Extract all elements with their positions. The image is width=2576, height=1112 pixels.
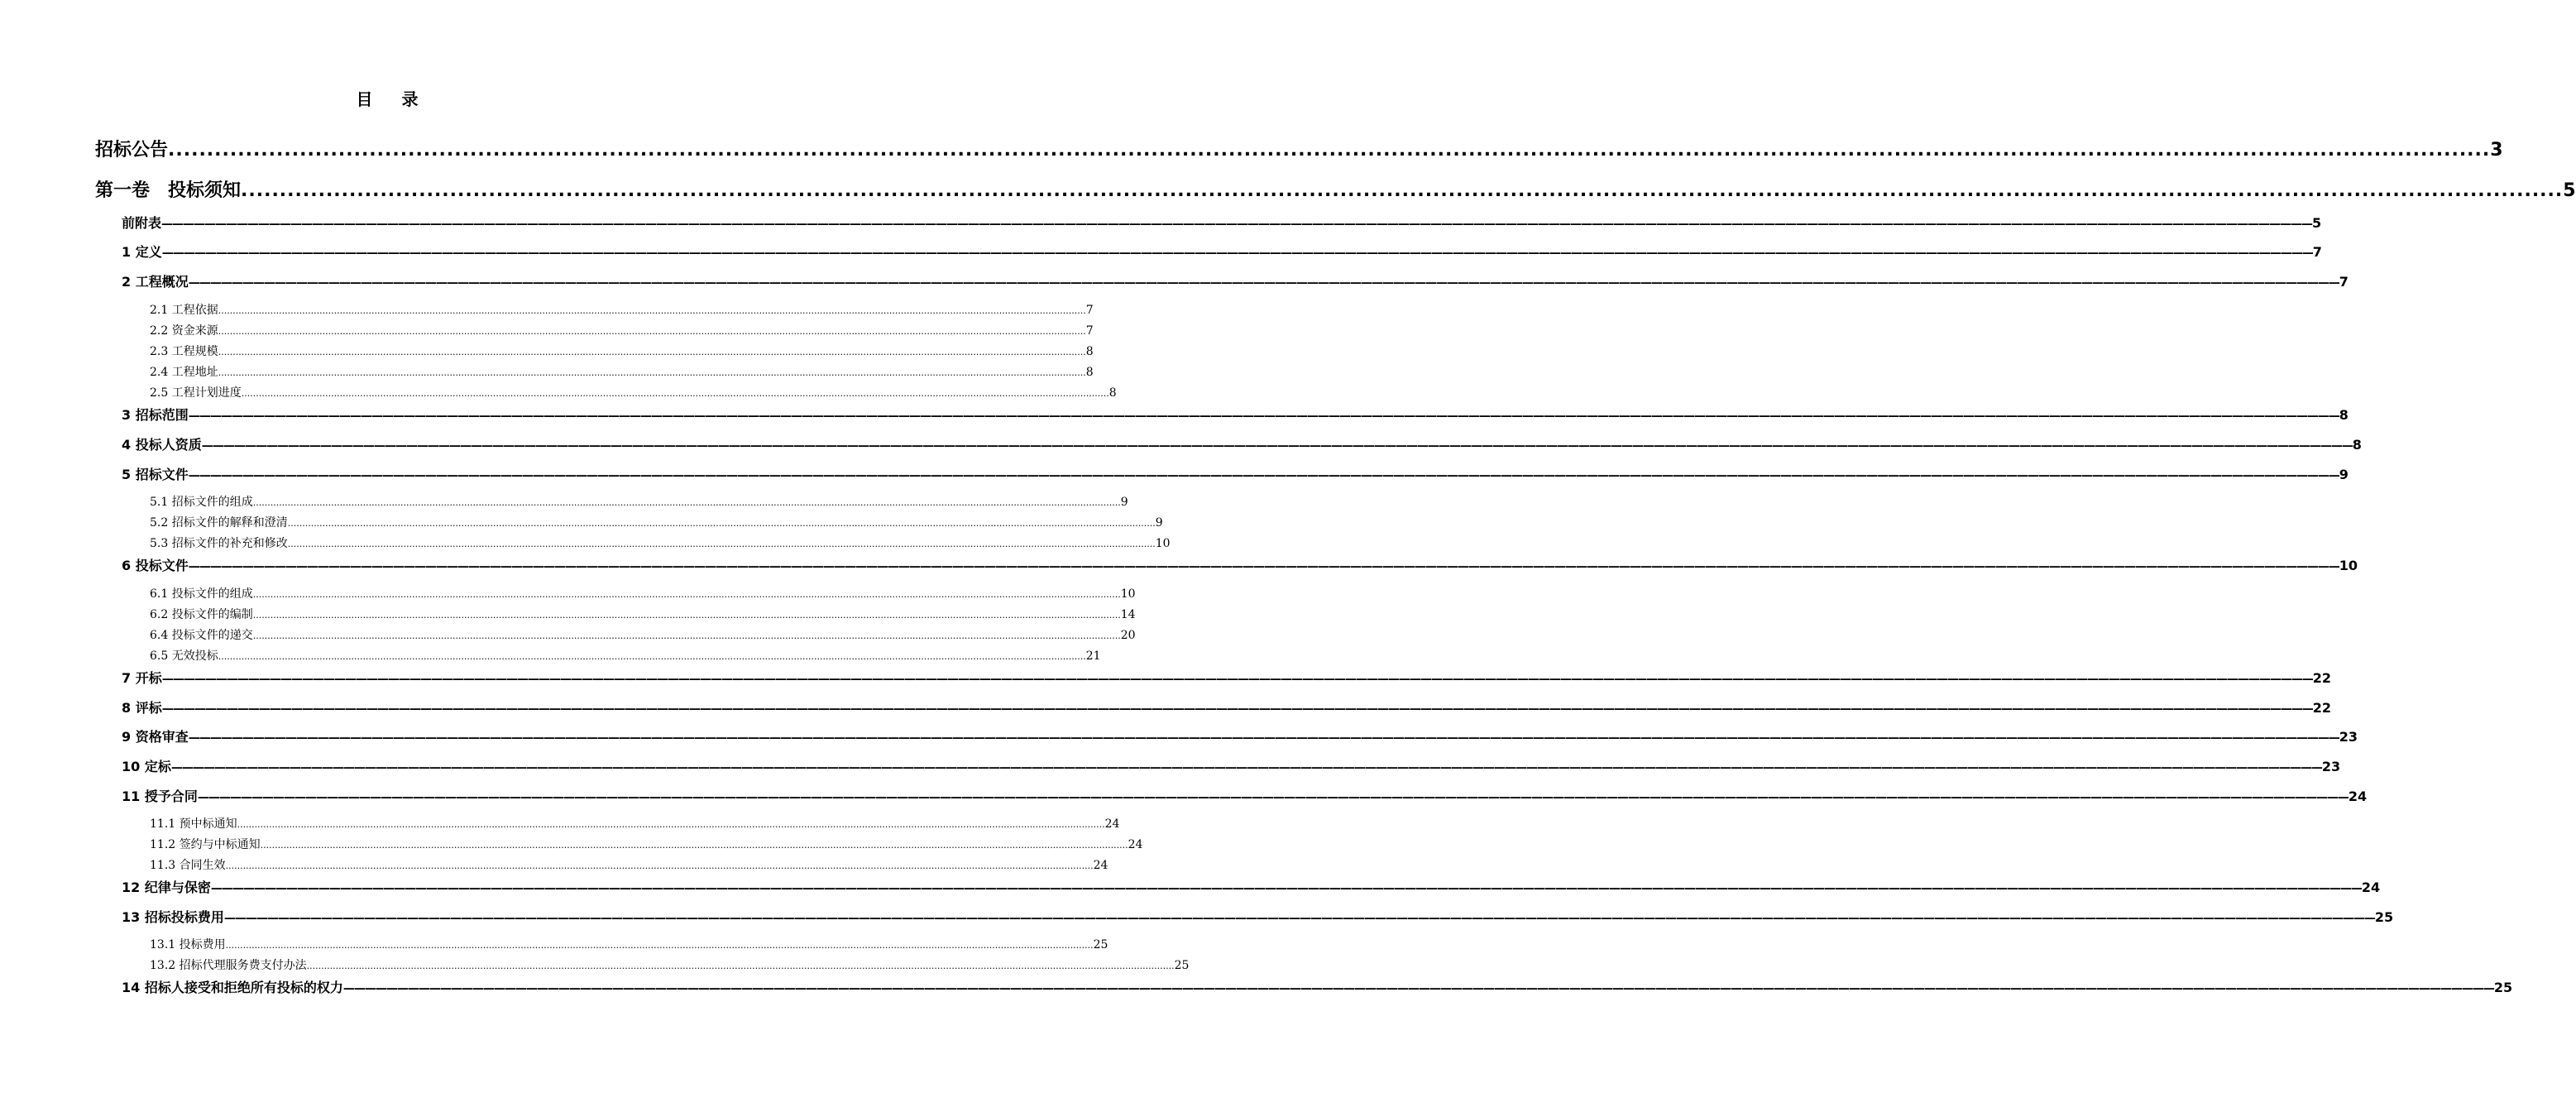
toc-page-number: 8 xyxy=(2339,407,2349,423)
toc-page-number: 10 xyxy=(2339,558,2358,573)
toc-entry[interactable] xyxy=(122,697,2331,717)
toc-entry[interactable] xyxy=(150,514,1163,530)
toc-entry[interactable] xyxy=(122,786,2368,806)
toc-entry-label: 2.4 工程地址 xyxy=(150,366,218,379)
toc-leader: ———————————————————————————————————————————————————————————————————————————————————————————————————————————————————————————————————————————————————————————————————————————————————————————————————————— xyxy=(201,439,2353,453)
toc-page-number: 7 xyxy=(2312,244,2322,260)
toc-leader: ............................................................................................................................................................................................................................................................................................................ xyxy=(287,518,1156,529)
toc-page-number: 24 xyxy=(2348,788,2368,804)
toc-page-number: 9 xyxy=(1120,496,1128,509)
toc-entry[interactable] xyxy=(150,936,1108,952)
toc-page-number: 22 xyxy=(2312,670,2331,686)
toc-entry-label: 2.2 资金来源 xyxy=(150,324,218,338)
toc-leader: ............................................................................................................................................................................................................................................................................................................ xyxy=(287,539,1156,549)
toc-entry-label: 前附表 xyxy=(122,215,162,231)
toc-entry-label: 第一卷 投标须知 xyxy=(95,180,242,201)
toc-entry[interactable] xyxy=(122,668,2331,688)
toc-leader: ............................................................................................................................................................................................................................................................................................................ xyxy=(241,180,2564,201)
toc-entry[interactable] xyxy=(122,877,2381,897)
toc-entry[interactable] xyxy=(150,585,1136,602)
toc-leader: ............................................................................................................................................................................................................................................................................................................ xyxy=(218,651,1086,662)
toc-leader: ———————————————————————————————————————————————————————————————————————————————————————————————————————————————————————————————————————————————————————————————————————————————————————————————————————— xyxy=(223,912,2375,925)
toc-leader: ............................................................................................................................................................................................................................................................................................................ xyxy=(241,388,1109,399)
toc-leader: ............................................................................................................................................................................................................................................................................................................ xyxy=(252,497,1121,508)
toc-leader: ............................................................................................................................................................................................................................................................................................................ xyxy=(252,630,1121,641)
toc-entry-label: 5.3 招标文件的补充和修改 xyxy=(150,537,288,550)
toc-entry[interactable] xyxy=(150,363,1094,380)
toc-leader: ............................................................................................................................................................................................................................................................................................................ xyxy=(218,326,1086,337)
toc-leader: ............................................................................................................................................................................................................................................................................................................ xyxy=(252,610,1121,621)
toc-entry-label: 13.2 招标代理服务费支付办法 xyxy=(150,959,307,972)
toc-entry[interactable] xyxy=(122,977,2513,997)
toc-leader: ———————————————————————————————————————————————————————————————————————————————————————————————————————————————————————————————————————————————————————————————————————————————————————————————————————— xyxy=(210,882,2362,895)
toc-entry[interactable] xyxy=(150,301,1094,318)
toc-entry-label: 13 招标投标费用 xyxy=(122,909,224,925)
toc-page-number: 8 xyxy=(1085,345,1094,358)
toc-leader: ———————————————————————————————————————————————————————————————————————————————————————————————————————————————————————————————————————————————————————————————————————————————————————————————————————— xyxy=(161,218,2313,231)
toc-page-number: 7 xyxy=(1085,304,1094,317)
toc-leader: ———————————————————————————————————————————————————————————————————————————————————————————————————————————————————————————————————————————————————————————————————————————————————————————————————————— xyxy=(188,560,2339,573)
toc-entry[interactable] xyxy=(122,271,2349,291)
toc-page-number: 10 xyxy=(1120,587,1136,601)
toc-entry-label: 6.1 投标文件的组成 xyxy=(150,587,253,601)
toc-entry[interactable] xyxy=(150,343,1094,359)
toc-leader: ———————————————————————————————————————————————————————————————————————————————————————————————————————————————————————————————————————————————————————————————————————————————————————————————————————— xyxy=(161,247,2313,260)
toc-page-number: 8 xyxy=(2352,437,2362,453)
toc-entry-label: 11.3 合同生效 xyxy=(150,859,226,872)
toc-page-number: 24 xyxy=(1128,838,1143,851)
toc-entry[interactable] xyxy=(150,384,1117,400)
toc-leader: ———————————————————————————————————————————————————————————————————————————————————————————————————————————————————————————————————————————————————————————————————————————————————————————————————————— xyxy=(188,731,2339,745)
toc-page-number: 5 xyxy=(2563,180,2576,201)
toc-entry-label: 8 评标 xyxy=(122,700,162,716)
toc-entry-label: 2 工程概况 xyxy=(122,274,189,290)
toc-leader: ............................................................................................................................................................................................................................................................................................................ xyxy=(225,940,1094,951)
toc-page-number: 7 xyxy=(2339,274,2349,290)
toc-entry[interactable] xyxy=(150,493,1128,510)
toc-leader: ............................................................................................................................................................................................................................................................................................................ xyxy=(306,961,1175,971)
toc-entry[interactable] xyxy=(150,606,1136,622)
toc-page-number: 23 xyxy=(2321,759,2341,774)
toc-leader: ———————————————————————————————————————————————————————————————————————————————————————————————————————————————————————————————————————————————————————————————————————————————————————————————————————— xyxy=(197,791,2349,804)
toc-entry[interactable] xyxy=(122,555,2358,575)
toc-entry-label: 11.2 签约与中标通知 xyxy=(150,838,261,851)
toc-page-number: 9 xyxy=(2339,467,2349,482)
toc-entry-label: 5 招标文件 xyxy=(122,467,189,482)
toc-entry-label: 2.3 工程规模 xyxy=(150,345,218,358)
toc-entry[interactable] xyxy=(150,856,1108,873)
toc-page-number: 8 xyxy=(1108,386,1117,400)
toc-leader: ............................................................................................................................................................................................................................................................................................................ xyxy=(168,140,2491,161)
toc-entry[interactable] xyxy=(122,213,2322,232)
toc-entry-label: 6.4 投标文件的递交 xyxy=(150,629,253,642)
toc-page-number: 5 xyxy=(2312,215,2322,231)
toc-entry-label: 2.5 工程计划进度 xyxy=(150,386,242,400)
toc-entry[interactable] xyxy=(122,464,2349,484)
toc-leader: ———————————————————————————————————————————————————————————————————————————————————————————————————————————————————————————————————————————————————————————————————————————————————————————————————————— xyxy=(342,982,2494,995)
toc-page-number: 24 xyxy=(1104,817,1120,831)
toc-leader: ............................................................................................................................................................................................................................................................................................................ xyxy=(237,819,1105,830)
toc-page-number: 21 xyxy=(1085,649,1101,663)
toc-page-number: 25 xyxy=(2493,980,2513,995)
toc-entry-label: 10 定标 xyxy=(122,759,171,774)
toc-entry-label: 6.2 投标文件的编制 xyxy=(150,608,253,621)
toc-page-number: 14 xyxy=(1120,608,1136,621)
toc-entry[interactable] xyxy=(150,626,1136,643)
toc-leader: ———————————————————————————————————————————————————————————————————————————————————————————————————————————————————————————————————————————————————————————————————————————————————————————————————————— xyxy=(161,673,2313,686)
toc-entry[interactable] xyxy=(150,647,1101,664)
toc-entry[interactable] xyxy=(150,956,1190,973)
toc-leader: ———————————————————————————————————————————————————————————————————————————————————————————————————————————————————————————————————————————————————————————————————————————————————————————————————————— xyxy=(161,702,2313,716)
toc-entry-label: 5.1 招标文件的组成 xyxy=(150,496,253,509)
toc-entry-label: 1 定义 xyxy=(122,244,162,260)
toc-entry[interactable] xyxy=(150,322,1094,338)
toc-leader: ............................................................................................................................................................................................................................................................................................................ xyxy=(218,367,1086,378)
toc-page-number: 3 xyxy=(2490,140,2503,161)
toc-entry-label: 招标公告 xyxy=(95,140,169,161)
toc-entry-label: 3 招标范围 xyxy=(122,407,189,423)
toc-page-number: 8 xyxy=(1085,366,1094,379)
toc-leader: ———————————————————————————————————————————————————————————————————————————————————————————————————————————————————————————————————————————————————————————————————————————————————————————————————————— xyxy=(188,469,2339,482)
toc-entry-label: 4 投标人资质 xyxy=(122,437,202,453)
toc-leader: ———————————————————————————————————————————————————————————————————————————————————————————————————————————————————————————————————————————————————————————————————————————————————————————————————————— xyxy=(170,761,2322,774)
toc-entry-label: 2.1 工程依据 xyxy=(150,304,218,317)
toc-entry[interactable] xyxy=(95,176,2576,203)
toc-entry-label: 12 纪律与保密 xyxy=(122,880,211,895)
toc-entry[interactable] xyxy=(122,405,2349,424)
toc-entry-label: 13.1 投标费用 xyxy=(150,938,226,951)
toc-leader: ............................................................................................................................................................................................................................................................................................................ xyxy=(218,347,1086,357)
toc-entry[interactable] xyxy=(122,242,2322,261)
toc-page-number: 10 xyxy=(1155,537,1171,550)
toc-entry-label: 5.2 招标文件的解释和澄清 xyxy=(150,516,288,530)
toc-entry-label: 11 授予合同 xyxy=(122,788,198,804)
toc-leader: ............................................................................................................................................................................................................................................................................................................ xyxy=(260,840,1128,851)
toc-entry-label: 14 招标人接受和拒绝所有投标的权力 xyxy=(122,980,343,995)
toc-entry[interactable] xyxy=(150,815,1120,832)
toc-entry[interactable] xyxy=(122,756,2341,776)
toc-entry-label: 7 开标 xyxy=(122,670,162,686)
toc-leader: ———————————————————————————————————————————————————————————————————————————————————————————————————————————————————————————————————————————————————————————————————————————————————————————————————————— xyxy=(188,410,2339,423)
toc-page-number: 25 xyxy=(2374,909,2394,925)
toc-entry[interactable] xyxy=(122,434,2362,454)
toc-page-number: 22 xyxy=(2312,700,2331,716)
toc-page-number: 23 xyxy=(2339,729,2358,745)
toc-page-number: 25 xyxy=(1174,959,1190,972)
toc-page-number: 25 xyxy=(1093,938,1108,951)
toc-page-number: 24 xyxy=(1093,859,1108,872)
toc-entry[interactable] xyxy=(95,136,2503,162)
toc-leader: ............................................................................................................................................................................................................................................................................................................ xyxy=(218,305,1086,316)
page-title: 目 录 xyxy=(356,89,430,109)
toc-leader: ............................................................................................................................................................................................................................................................................................................ xyxy=(252,589,1121,600)
toc-entry-label: 9 资格审查 xyxy=(122,729,189,745)
toc-page-number: 9 xyxy=(1155,516,1163,530)
toc-entry[interactable] xyxy=(122,907,2394,927)
toc-entry-label: 6.5 无效投标 xyxy=(150,649,218,663)
toc-page-number: 24 xyxy=(2361,880,2381,895)
toc-entry[interactable] xyxy=(150,836,1143,852)
toc-leader: ———————————————————————————————————————————————————————————————————————————————————————————————————————————————————————————————————————————————————————————————————————————————————————————————————————— xyxy=(188,276,2339,290)
toc-entry[interactable] xyxy=(122,726,2358,746)
toc-leader: ............................................................................................................................................................................................................................................................................................................ xyxy=(225,860,1094,871)
toc-entry-label: 11.1 预中标通知 xyxy=(150,817,237,831)
toc-entry-label: 6 投标文件 xyxy=(122,558,189,573)
toc-page-number: 7 xyxy=(1085,324,1094,338)
toc-page-number: 20 xyxy=(1120,629,1136,642)
toc-entry[interactable] xyxy=(150,534,1171,551)
